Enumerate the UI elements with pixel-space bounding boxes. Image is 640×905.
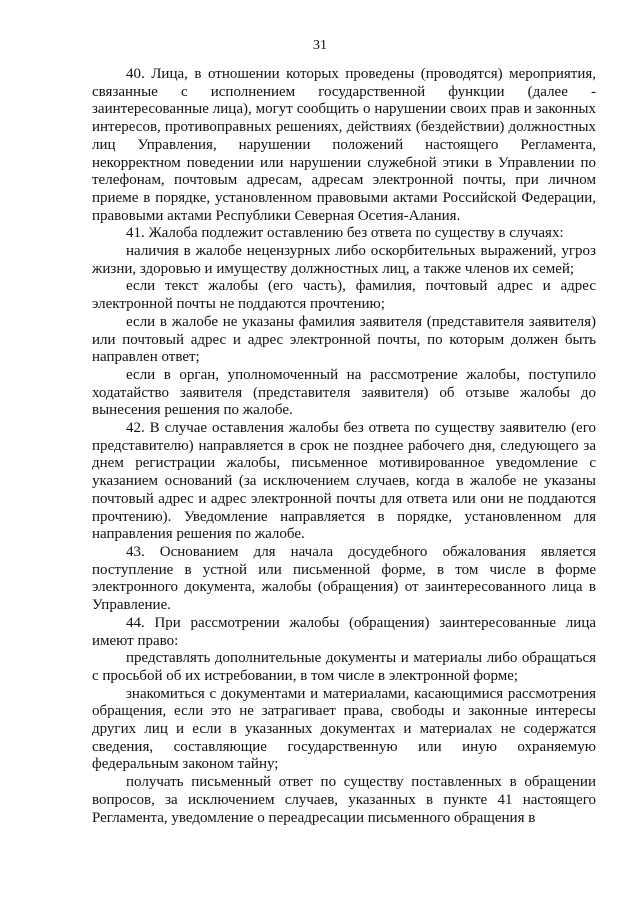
- paragraph-44-item-submit-documents: представлять дополнительные документы и материалы либо обращаться с просьбой об их истребовании, в том числе в электронной форме;: [92, 650, 596, 684]
- paragraph-42: 42. В случае оставления жалобы без ответа по существу заявителю (его представителю) направляется в срок не позднее рабочего дня, следующего за днем регистрации жалобы, письменное мотивированное уведомление с указанием оснований (за исключением случаев, когда в жалобе не указаны почтовый адрес и адрес электронной почты для ответа или они не поддаются прочтению). Уведомление направляется в порядке, установленном для направления решения по жалобе.: [92, 420, 596, 543]
- paragraph-40: 40. Лица, в отношении которых проведены (проводятся) мероприятия, связанные с исполнением государственной функции (далее - заинтересованные лица), могут сообщить о нарушении своих прав и законных интересов, противоправных решениях, действиях (бездействии) должностных лиц Управления, нарушении положений настоящего Регламента, некорректном поведении или нарушении служебной этики в Управлении по телефонам, почтовым адресам, адресам электронной почты, при личном приеме в порядке, установленном правовыми актами Российской Федерации, правовыми актами Республики Северная Осетия-Алания.: [92, 66, 596, 224]
- paragraph-41-item-no-address: если в жалобе не указаны фамилия заявителя (представителя заявителя) или почтовый адрес и адрес электронной почты, по которым должен быть направлен ответ;: [92, 313, 596, 366]
- paragraph-41-item-withdrawal: если в орган, уполномоченный на рассмотрение жалобы, поступило ходатайство заявителя (представителя заявителя) об отзыве жалобы до вынесения решения по жалобе.: [92, 366, 596, 419]
- paragraph-41-item-unreadable: если текст жалобы (его часть), фамилия, почтовый адрес и адрес электронной почты не поддаются прочтению;: [92, 278, 596, 313]
- paragraph-44-item-review-materials: знакомиться с документами и материалами, касающимися рассмотрения обращения, если это не затрагивает права, свободы и законные интересы других лиц и если в указанных документах и материалах не содержатся сведения, составляющие государственную или иную охраняемую федеральным законом тайну;: [92, 685, 596, 773]
- paragraph-44-item-written-answer: получать письменный ответ по существу поставленных в обращении вопросов, за исключением случаев, указанных в пункте 41 настоящего Регламента, уведомление о переадресации письменного обращения в: [92, 774, 596, 826]
- page-number: 31: [313, 38, 327, 53]
- paragraph-43: 43. Основанием для начала досудебного обжалования является поступление в устной или письменной форме, в том числе в форме электронного документа, жалобы (обращения) от заинтересованного лица в Управление.: [92, 543, 596, 614]
- paragraph-41-item-obscene: наличия в жалобе нецензурных либо оскорбительных выражений, угроз жизни, здоровью и имуществу должностных лиц, а также членов их семей;: [92, 243, 596, 277]
- paragraph-41: 41. Жалоба подлежит оставлению без ответа по существу в случаях:: [126, 225, 564, 242]
- document-body: [92, 66, 596, 827]
- paragraph-44: 44. При рассмотрении жалобы (обращения) заинтересованные лица имеют право:: [92, 614, 596, 649]
